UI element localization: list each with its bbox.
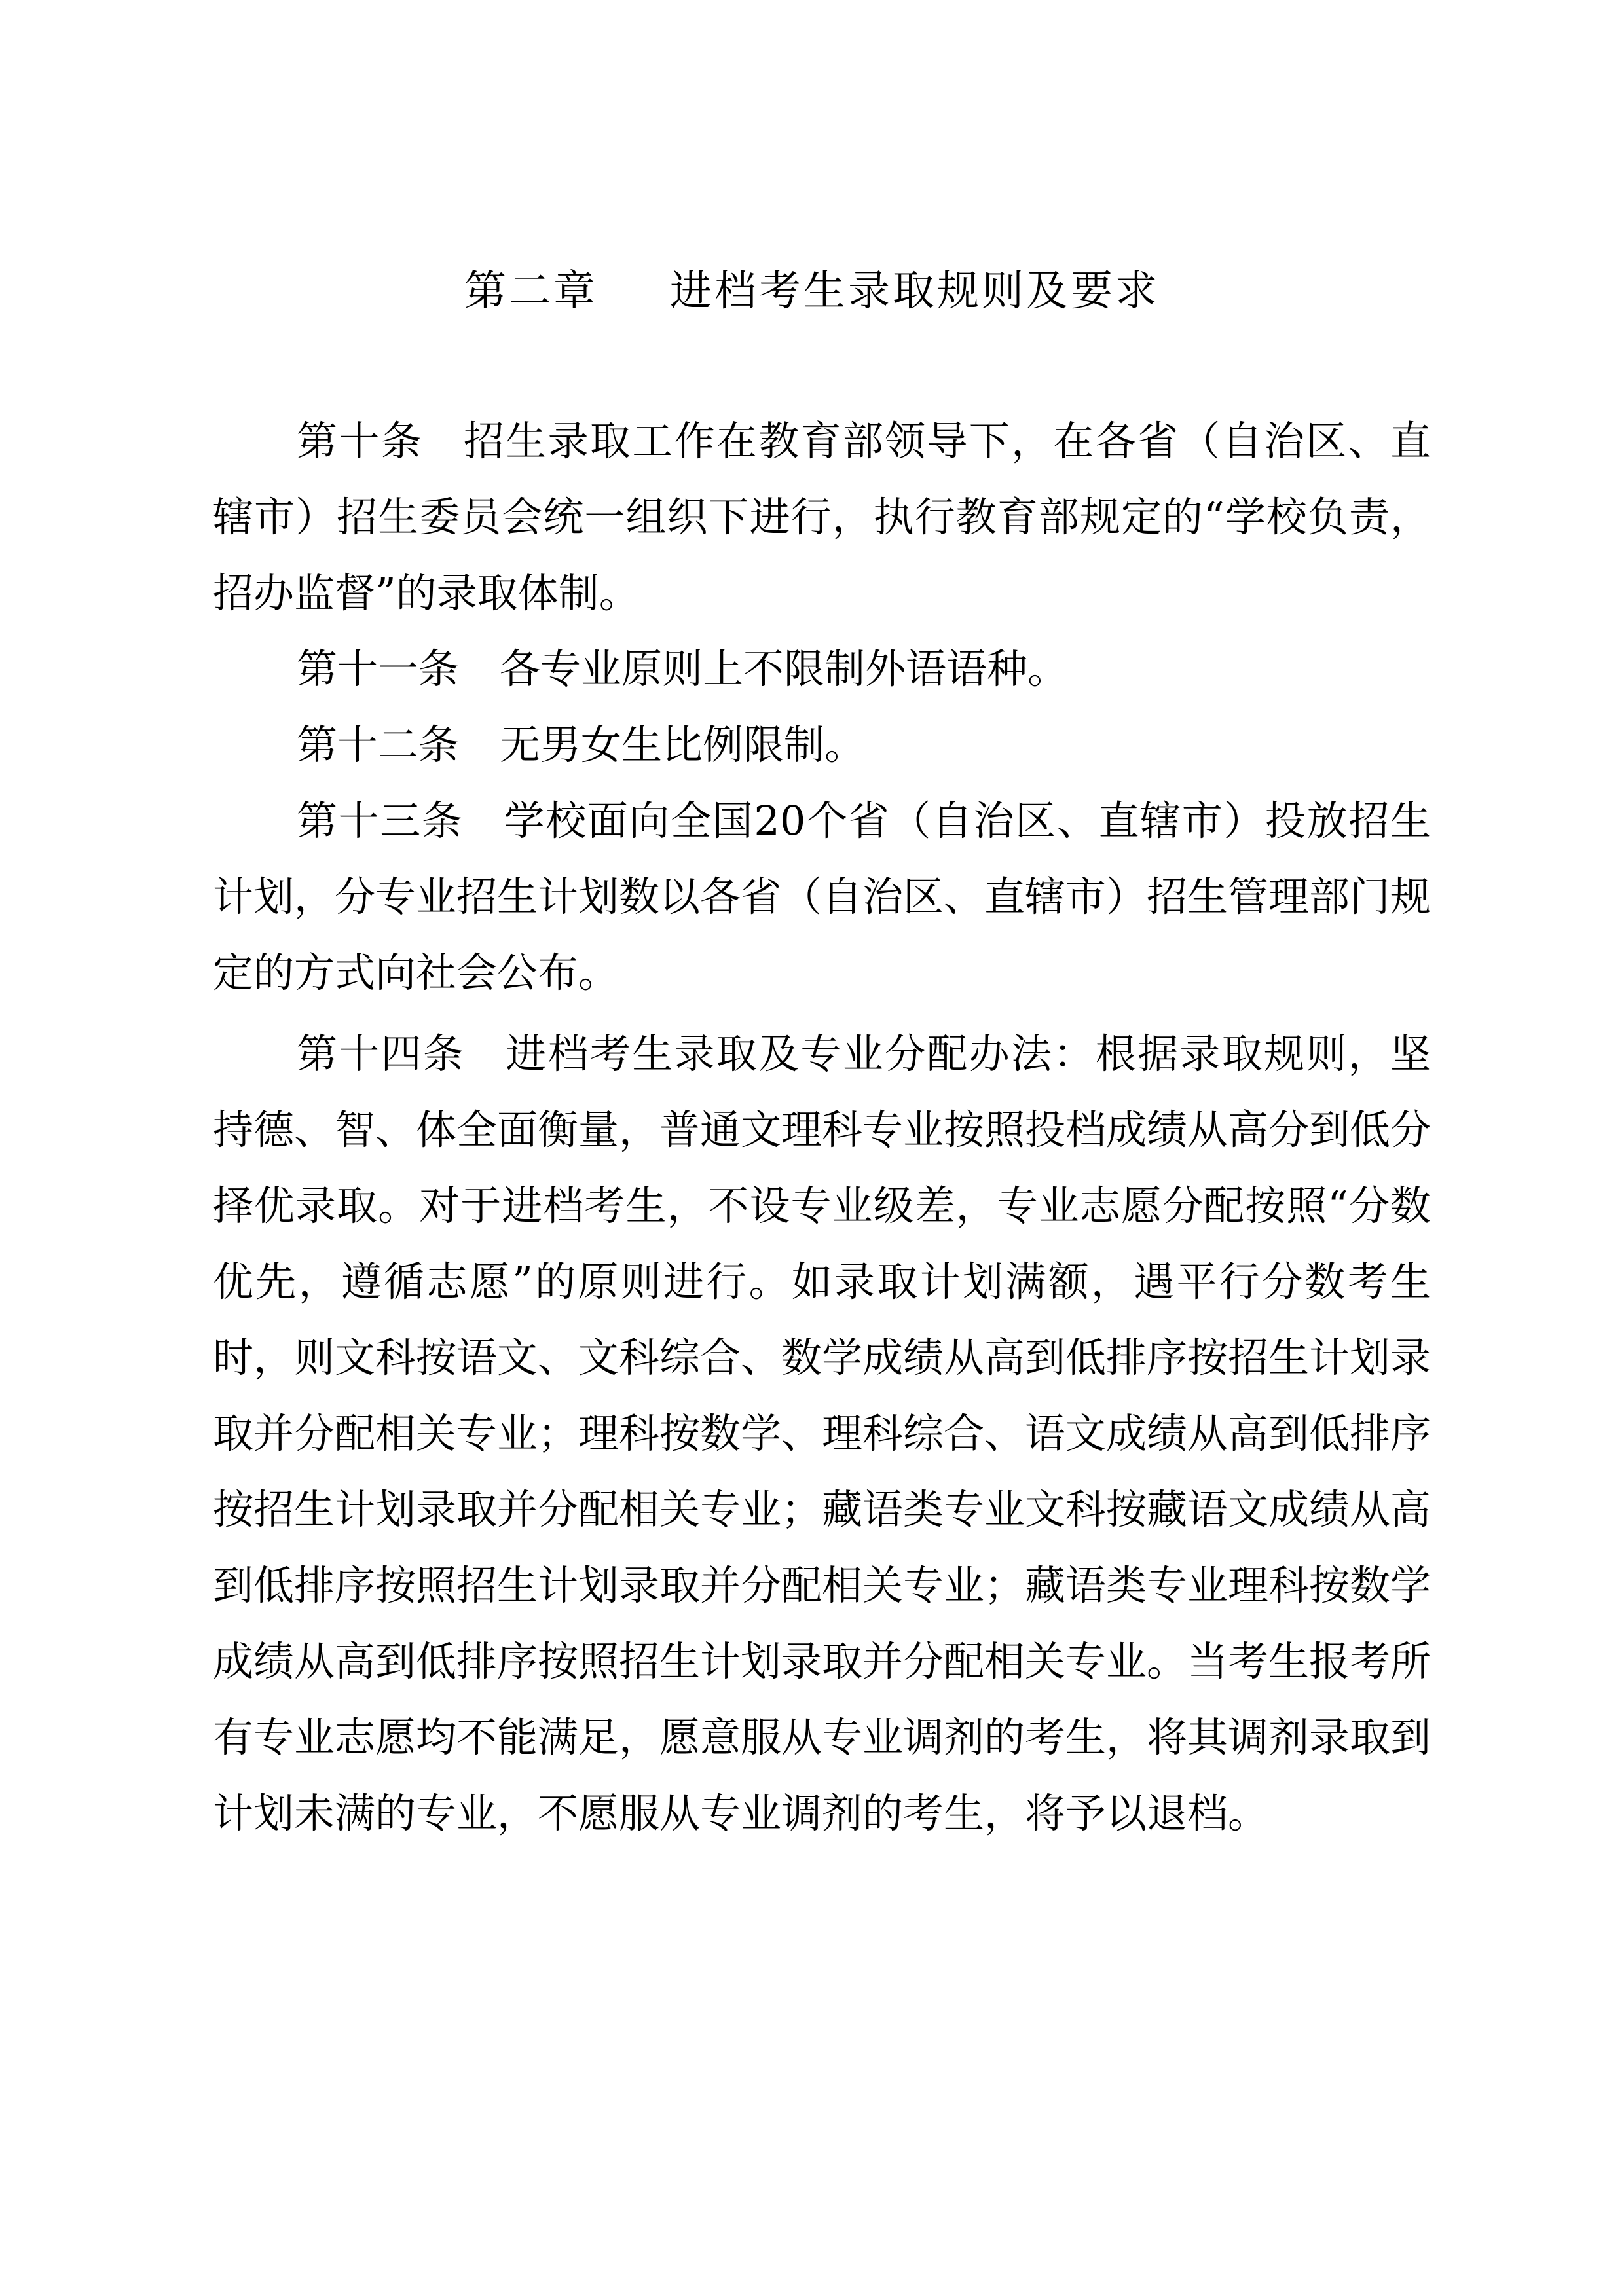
article-body: 各专业原则上不限制外语语种。	[500, 645, 1069, 693]
articles-block-2	[213, 1016, 1431, 1851]
article-10	[213, 403, 1431, 631]
article-label: 第十条	[297, 417, 423, 465]
articles-block-1	[213, 403, 1431, 1011]
article-label: 第十四条	[297, 1030, 466, 1078]
chapter-number: 第二章	[464, 267, 598, 316]
article-label: 第十二条	[297, 721, 460, 769]
chapter-title-text: 进档考生录取规则及要求	[670, 267, 1160, 316]
article-label: 第十三条	[297, 797, 464, 845]
article-body: 进档考生录取及专业分配办法：根据录取规则，坚持德、智、体全面衡量，普通文理科专业按照投档成绩从高分到低分择优录取。对于进档考生，不设专业级差，专业志愿分配按照“分数优先，遵循志愿”的原则进行。如录取计划满额，遇平行分数考生时，则文科按语文、文科综合、数学成绩从高到低排序按招生计划录取并分配相关专业；理科按数学、理科综合、语文成绩从高到低排序按招生计划录取并分配相关专业；藏语类专业文科按藏语文成绩从高到低排序按照招生计划录取并分配相关专业；藏语类专业理科按数学成绩从高到低排序按照招生计划录取并分配相关专业。当考生报考所有专业志愿均不能满足，愿意服从专业调剂的考生，将其调剂录取到计划未满的专业，不愿服从专业调剂的考生，将予以退档。	[213, 1030, 1431, 1837]
article-13	[213, 783, 1431, 1011]
chapter-heading	[0, 259, 1624, 324]
article-label: 第十一条	[297, 645, 460, 693]
article-12	[213, 707, 1431, 783]
article-body: 招生录取工作在教育部领导下，在各省（自治区、直辖市）招生委员会统一组织下进行，执行教育部规定的“学校负责，招办监督”的录取体制。	[213, 417, 1431, 617]
article-body: 无男女生比例限制。	[500, 721, 866, 769]
article-body: 学校面向全国20个省（自治区、直辖市）投放招生计划，分专业招生计划数以各省（自治区、直辖市）招生管理部门规定的方式向社会公布。	[213, 797, 1431, 996]
article-11	[213, 631, 1431, 707]
article-14	[213, 1016, 1431, 1851]
